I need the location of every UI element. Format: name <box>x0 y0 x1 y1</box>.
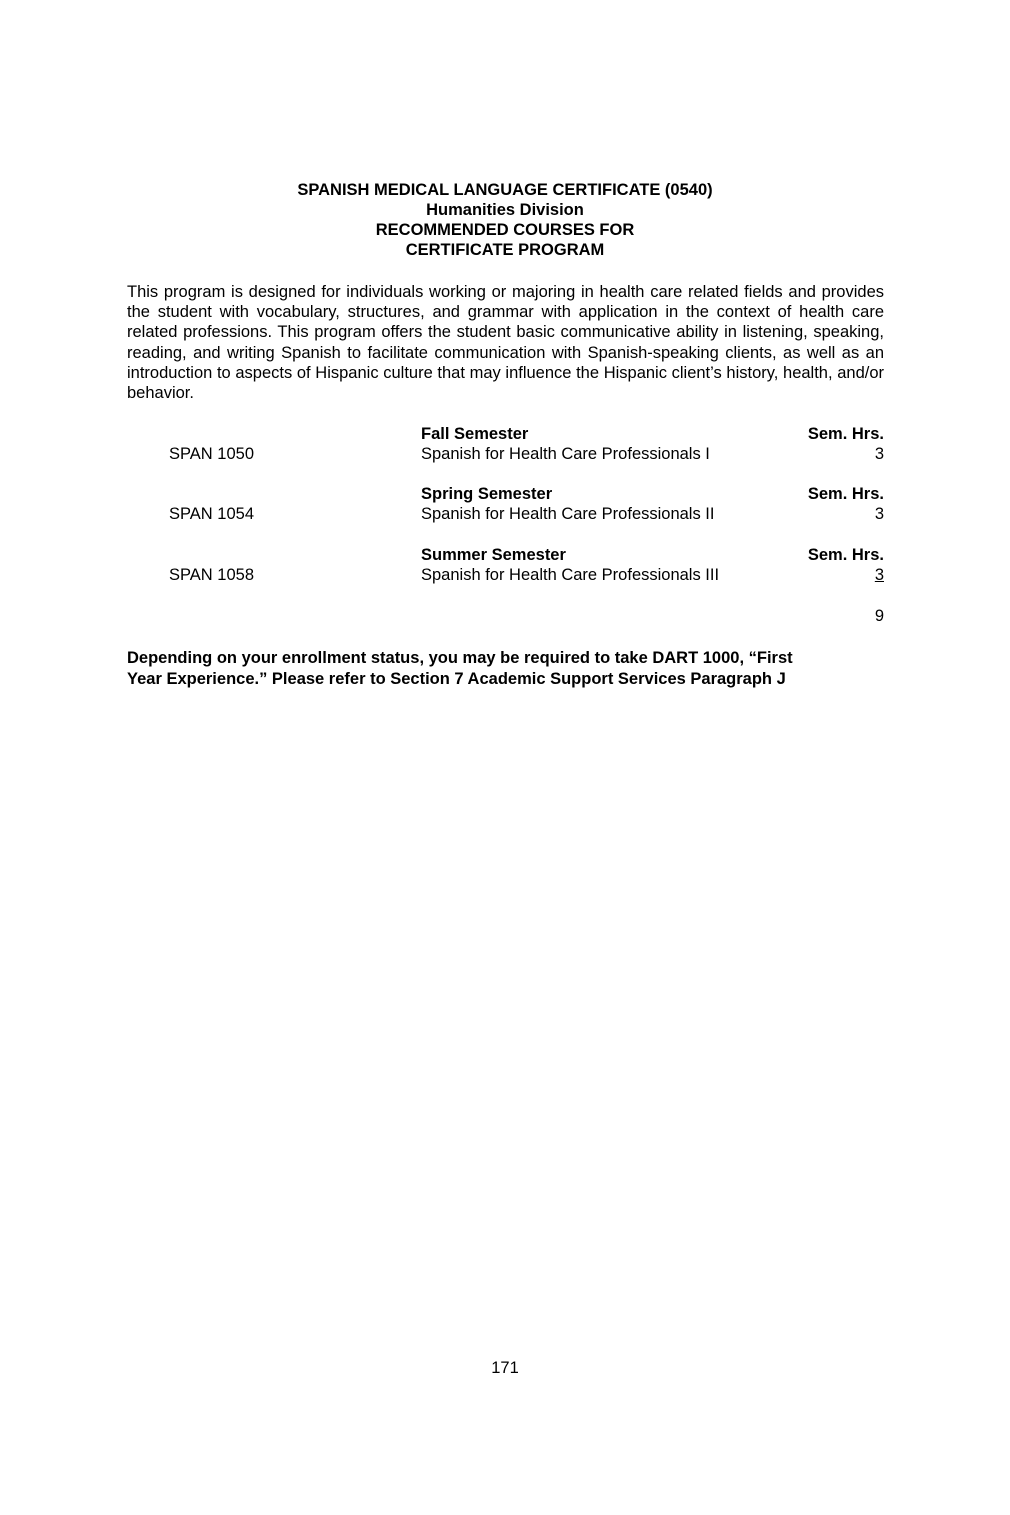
summer-semester-block <box>0 545 1010 585</box>
course-row <box>0 504 1010 524</box>
course-row <box>0 565 1010 585</box>
note-line-1: Depending on your enrollment status, you may be required to take DART 1000, “First <box>127 649 793 667</box>
course-hours: 3 <box>874 505 884 523</box>
semester-name: Fall Semester <box>421 425 529 443</box>
course-title: Spanish for Health Care Professionals II <box>421 505 715 523</box>
sem-hrs-label: Sem. Hrs. <box>807 425 884 443</box>
enrollment-note <box>127 648 887 689</box>
note-line-2: Year Experience.” Please refer to Section 7 Academic Support Services Paragraph J <box>127 669 786 688</box>
fall-semester-block <box>0 424 1010 464</box>
course-title: Spanish for Health Care Professionals I <box>421 445 710 463</box>
sem-hrs-label: Sem. Hrs. <box>807 546 884 564</box>
course-hours: 3 <box>874 566 884 584</box>
document-header <box>0 180 1010 260</box>
course-title: Spanish for Health Care Professionals III <box>421 566 720 584</box>
course-row <box>0 444 1010 464</box>
semester-header <box>0 424 1010 444</box>
course-hours: 3 <box>874 445 884 463</box>
semester-name: Spring Semester <box>421 485 553 503</box>
sem-hrs-label: Sem. Hrs. <box>807 485 884 503</box>
header-line-4: CERTIFICATE PROGRAM <box>405 241 605 259</box>
semester-name: Summer Semester <box>421 546 566 564</box>
course-code: SPAN 1058 <box>169 566 254 584</box>
page-number: 171 <box>491 1359 519 1377</box>
certificate-title: SPANISH MEDICAL LANGUAGE CERTIFICATE (0540) <box>297 181 713 199</box>
header-line-3: RECOMMENDED COURSES FOR <box>375 221 635 239</box>
semester-header <box>0 484 1010 504</box>
spring-semester-block <box>0 484 1010 524</box>
course-code: SPAN 1054 <box>169 505 254 523</box>
semester-header <box>0 545 1010 565</box>
division-name: Humanities Division <box>426 201 584 219</box>
course-code: SPAN 1050 <box>169 445 254 463</box>
total-hours: 9 <box>874 607 884 625</box>
program-description: This program is designed for individuals working or majoring in health care related fields and provides the student with vocabulary, structures, and grammar with application in the context of health care related professions. This program offers the student basic communicative ability in listening, speaking, reading, and writing Spanish to facilitate communication with Spanish-speaking clients, as well as an introduction to aspects of Hispanic culture that may influence the Hispanic client’s history, health, and/or behavior. <box>127 283 884 403</box>
